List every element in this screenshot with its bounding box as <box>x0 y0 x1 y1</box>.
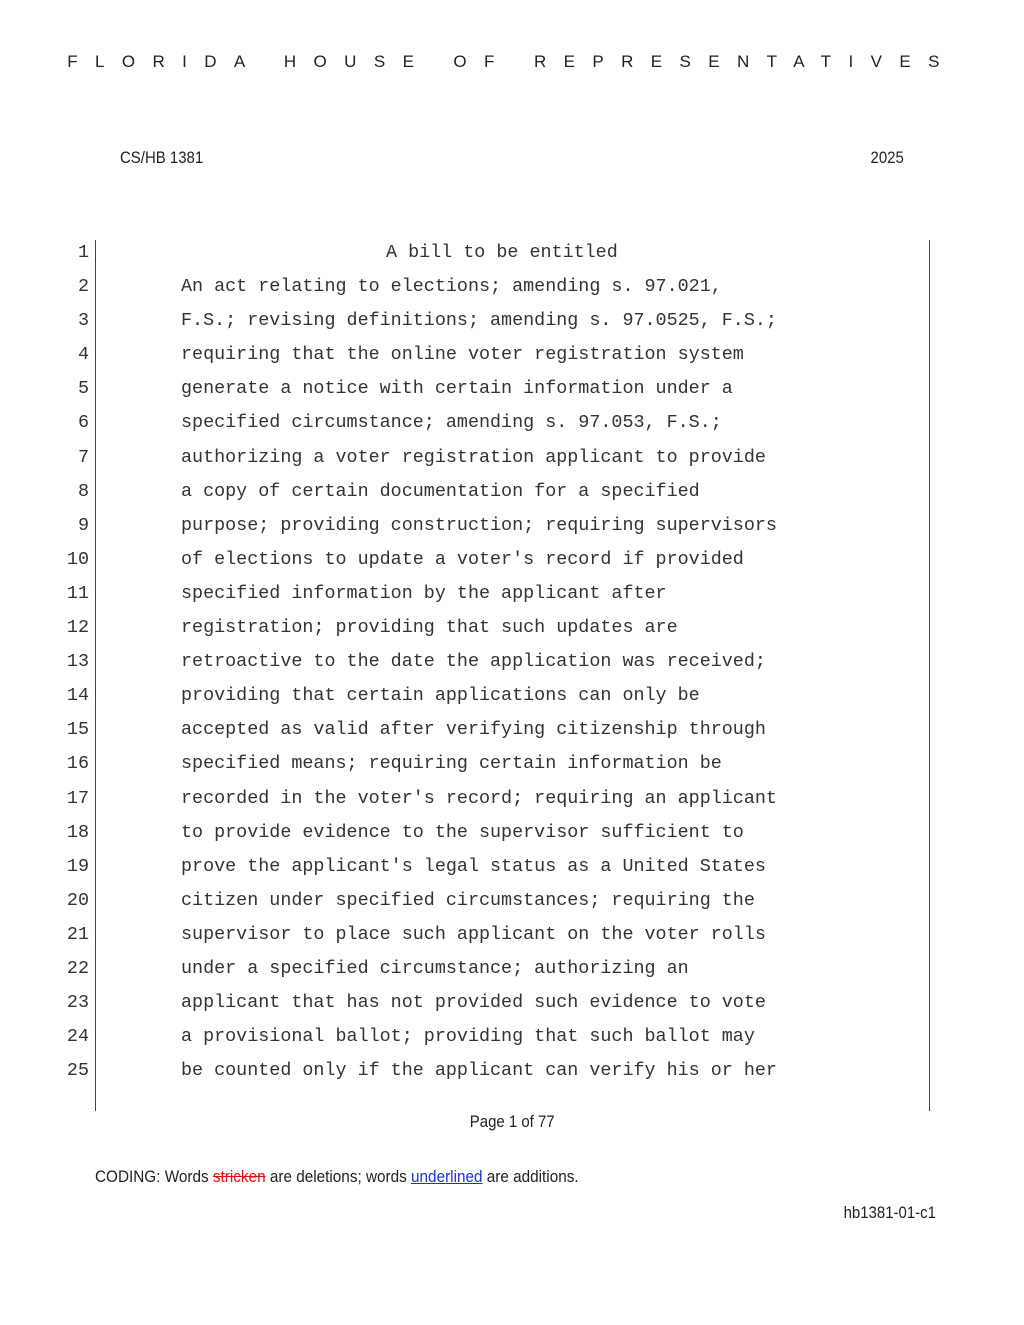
bill-line <box>0 611 1024 645</box>
line-number: 16 <box>66 753 89 775</box>
line-number: 9 <box>77 514 89 536</box>
line-number: 2 <box>77 276 89 298</box>
line-text: applicant that has not provided such evidence to vote <box>181 992 766 1014</box>
bill-line <box>0 884 1024 918</box>
line-text: requiring that the online voter registration system <box>181 344 744 366</box>
bill-line <box>0 270 1024 304</box>
chamber-banner: FLORIDA HOUSE OF REPRESENTATIVES <box>67 52 957 71</box>
bill-title: A bill to be entitled <box>386 242 618 263</box>
line-text: of elections to update a voter's record if provided <box>181 548 744 570</box>
bill-line <box>0 850 1024 884</box>
line-number: 15 <box>66 719 89 741</box>
line-text: recorded in the voter's record; requiring an applicant <box>181 787 777 809</box>
bill-line <box>0 713 1024 747</box>
line-text: a copy of certain documentation for a specified <box>181 480 700 502</box>
line-text: generate a notice with certain information under a <box>181 378 733 400</box>
line-number: 17 <box>66 787 89 809</box>
line-number: 7 <box>77 446 89 468</box>
line-text: be counted only if the applicant can verify his or her <box>181 1060 777 1082</box>
line-number: 21 <box>66 923 89 945</box>
bill-line <box>0 816 1024 850</box>
line-text: under a specified circumstance; authorizing an <box>181 957 689 979</box>
bill-line <box>0 1020 1024 1054</box>
line-text: registration; providing that such updates are <box>181 617 678 639</box>
line-text: F.S.; revising definitions; amending s. 97.0525, F.S.; <box>181 310 777 332</box>
coding-prefix: CODING: Words <box>95 1167 213 1186</box>
line-text: specified means; requiring certain information be <box>181 753 722 775</box>
line-text: providing that certain applications can only be <box>181 685 700 707</box>
line-text: citizen under specified circumstances; requiring the <box>181 889 755 911</box>
coding-stricken-sample: stricken <box>212 1167 266 1186</box>
bill-number: CS/HB 1381 <box>120 148 204 167</box>
line-text: specified information by the applicant after <box>181 582 667 604</box>
coding-suffix: are additions. <box>482 1167 579 1186</box>
bill-line <box>0 782 1024 816</box>
bill-line <box>0 543 1024 577</box>
line-number: 3 <box>77 310 89 332</box>
bill-text <box>0 236 1024 1088</box>
bill-line <box>0 372 1024 406</box>
line-number: 14 <box>66 685 89 707</box>
line-number: 22 <box>66 957 89 979</box>
line-text: supervisor to place such applicant on the voter rolls <box>181 923 766 945</box>
line-number: 24 <box>66 1026 89 1048</box>
bill-line <box>0 406 1024 440</box>
line-text: An act relating to elections; amending s. 97.021, <box>181 276 722 298</box>
line-number: 4 <box>77 344 89 366</box>
bill-line <box>0 577 1024 611</box>
bill-line <box>0 236 1024 270</box>
bill-line <box>0 918 1024 952</box>
line-number: 13 <box>66 651 89 673</box>
line-text: authorizing a voter registration applicant to provide <box>181 446 766 468</box>
line-text: purpose; providing construction; requiring supervisors <box>181 514 777 536</box>
bill-line <box>0 747 1024 781</box>
line-number: 6 <box>77 412 89 434</box>
coding-legend <box>95 1167 579 1187</box>
line-text: accepted as valid after verifying citizenship through <box>181 719 766 741</box>
line-text: a provisional ballot; providing that such ballot may <box>181 1026 755 1048</box>
line-number: 12 <box>66 617 89 639</box>
line-number: 18 <box>66 821 89 843</box>
bill-line <box>0 1054 1024 1088</box>
line-text: to provide evidence to the supervisor sufficient to <box>181 821 744 843</box>
bill-line <box>0 441 1024 475</box>
bill-line <box>0 338 1024 372</box>
line-number: 8 <box>77 480 89 502</box>
page-indicator <box>0 1112 1024 1132</box>
line-number: 5 <box>77 378 89 400</box>
line-number: 19 <box>66 855 89 877</box>
bill-year: 2025 <box>870 148 904 167</box>
bill-line <box>0 645 1024 679</box>
coding-underlined-sample: underlined <box>411 1167 483 1186</box>
line-number: 10 <box>66 548 89 570</box>
bill-line <box>0 475 1024 509</box>
bill-line <box>0 679 1024 713</box>
line-number: 25 <box>66 1060 89 1082</box>
line-number: 11 <box>66 582 89 604</box>
document-id: hb1381-01-c1 <box>843 1203 936 1222</box>
bill-line <box>0 304 1024 338</box>
line-number: 1 <box>77 242 89 263</box>
bill-line <box>0 952 1024 986</box>
coding-middle: are deletions; words <box>265 1167 412 1186</box>
line-text: specified circumstance; amending s. 97.053, F.S.; <box>181 412 722 434</box>
line-text: prove the applicant's legal status as a United States <box>181 855 766 877</box>
bill-line <box>0 509 1024 543</box>
page-label: Page 1 of 77 <box>469 1112 555 1131</box>
line-number: 23 <box>66 992 89 1014</box>
line-text: retroactive to the date the application was received; <box>181 651 766 673</box>
line-number: 20 <box>66 889 89 911</box>
bill-line <box>0 986 1024 1020</box>
